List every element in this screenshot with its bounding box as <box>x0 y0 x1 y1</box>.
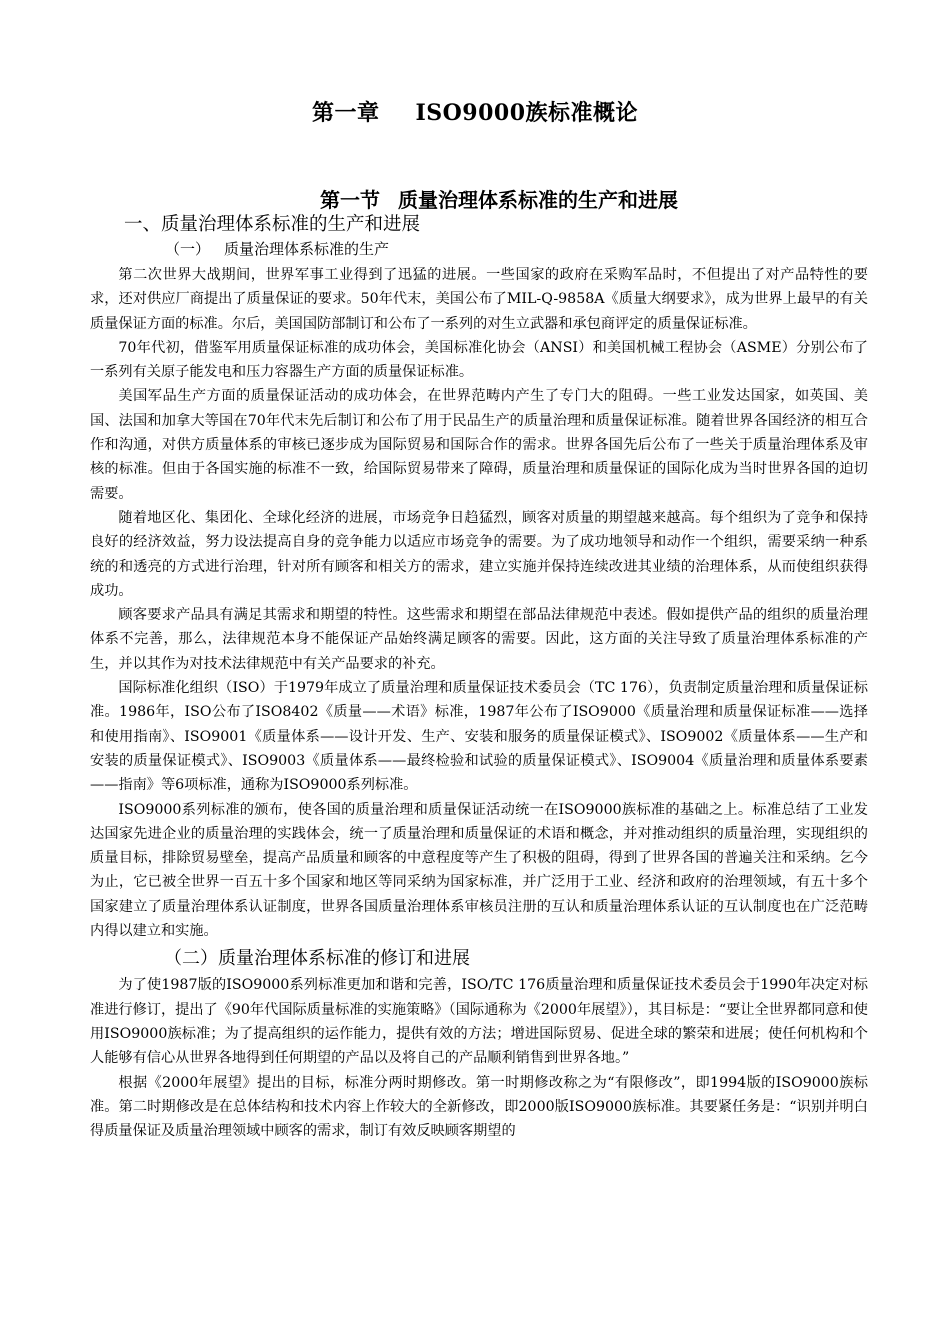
paragraph: 国际标准化组织（ISO）于1979年成立了质量治理和质量保证技术委员会（TC 176），负责制定质量治理和质量保证标准。1986年，ISO公布了ISO8402《质量——术语》标准，1987年公布了ISO9000《质量治理和质量保证标准——选择和使用指南》、ISO9001《质量体系——设计开发、生产、安装和服务的质量保证模式》、ISO9002《质量体系——生产和安装的质量保证模式》、ISO9003《质量体系——最终检验和试验的质量保证模式》、ISO9004《质量治理和质量体系要素——指南》等6项标准，通称为ISO9000系列标准。 <box>90 680 868 794</box>
document-body <box>90 212 868 1143</box>
paragraph: 随着地区化、集团化、全球化经济的进展，市场竞争日趋猛烈，顾客对质量的期望越来越高。每个组织为了竞争和保持良好的经济效益，努力设法提高自身的竞争能力以适应市场竞争的需要。为了成功地领导和动作一个组织，需要采纳一种系统的和透亮的方式进行治理，针对所有顾客和相关方的需求，建立实施并保持连续改进其业绩的治理体系，从而使组织获得成功。 <box>90 509 868 599</box>
section-title-text: 质量治理体系标准的生产和进展 <box>398 188 678 212</box>
subheading-revision: （二）质量治理体系标准的修订和进展 <box>164 948 470 970</box>
chapter-title-text: ISO9000族标准概论 <box>415 100 639 126</box>
chapter-title <box>0 96 950 127</box>
paragraph: ISO9000系列标准的颁布，使各国的质量治理和质量保证活动统一在ISO9000族标准的基础之上。标准总结了工业发达国家先进企业的质量治理的实践体会，统一了质量治理和质量保证的术语和概念，并对推动组织的质量治理，实现组织的质量目标，排除贸易壁垒，提高产品质量和顾客的中意程度等产生了积极的阻碍，得到了世界各国的普遍关注和采纳。乞今为止，它已被全世界一百五十多个国家和地区等同采纳为国家标准，并广泛用于工业、经济和政府的治理领域，有五十多个国家建立了质量治理体系认证制度，世界各国质量治理体系审核员注册的互认和质量治理体系认证的互认制度也在广泛范畴内得以建立和实施。 <box>90 801 868 940</box>
paragraph: 根据《2000年展望》提出的目标，标准分两时期修改。第一时期修改称之为“有限修改”，即1994版的ISO9000族标准。第二时期修改是在总体结构和技术内容上作较大的全新修改，即2000版ISO9000族标准。其要紧任务是：“识别并明白得质量保证及质量治理领域中顾客的需求，制订有效反映顾客期望的 <box>90 1074 868 1140</box>
section-label: 第一节 <box>320 188 380 212</box>
paragraph: 为了使1987版的ISO9000系列标准更加和谐和完善，ISO/TC 176质量治理和质量保证技术委员会于1990年决定对标准进行修订，提出了《90年代国际质量标准的实施策略》（国际通称为《2000年展望》），其目标是：“要让全世界都同意和使用ISO9000族标准；为了提高组织的运作能力，提供有效的方法；增进国际贸易、促进全球的繁荣和进展；使任何机构和个人能够有信心从世界各地得到任何期望的产品以及将自己的产品顺利销售到世界各地。” <box>90 977 868 1067</box>
subheading-label: （一） <box>165 240 211 258</box>
subheading-production <box>165 238 868 261</box>
heading-level-1: 一、质量治理体系标准的生产和进展 <box>124 214 421 235</box>
subheading-title: 质量治理体系标准的生产 <box>224 240 390 258</box>
paragraph: 顾客要求产品具有满足其需求和期望的特性。这些需求和期望在部品法律规范中表述。假如提供产品的组织的质量治理体系不完善，那么，法律规范本身不能保证产品始终满足顾客的需要。因此，这方面的关注导致了质量治理体系标准的产生，并以其作为对技术法律规范中有关产品要求的补充。 <box>90 607 868 672</box>
section-title <box>0 184 950 213</box>
paragraph: 70年代初，借鉴军用质量保证标准的成功体会，美国标准化协会（ANSI）和美国机械工程协会（ASME）分别公布了一系列有关原子能发电和压力容器生产方面的质量保证标准。 <box>90 339 868 381</box>
paragraph: 第二次世界大战期间，世界军事工业得到了迅猛的进展。一些国家的政府在采购军品时，不但提出了对产品特性的要求，还对供应厂商提出了质量保证的要求。50年代末，美国公布了MIL-Q-9858A《质量大纲要求》，成为世界上最早的有关质量保证方面的标准。尔后，美国国防部制订和公布了一系列的对生立武器和承包商评定的质量保证标准。 <box>90 267 868 332</box>
paragraph: 美国军品生产方面的质量保证活动的成功体会，在世界范畴内产生了专门大的阻碍。一些工业发达国家，如英国、美国、法国和加拿大等国在70年代末先后制订和公布了用于民品生产的质量治理和质量保证标准。随着世界各国经济的相互合作和沟通，对供方质量体系的审核已逐步成为国际贸易和国际合作的需求。世界各国先后公布了一些关于质量治理体系及审核的标准。但由于各国实施的标准不一致，给国际贸易带来了障碍，质量治理和质量保证的国际化成为当时世界各国的迫切需要。 <box>90 388 868 502</box>
chapter-label: 第一章 <box>311 100 380 126</box>
